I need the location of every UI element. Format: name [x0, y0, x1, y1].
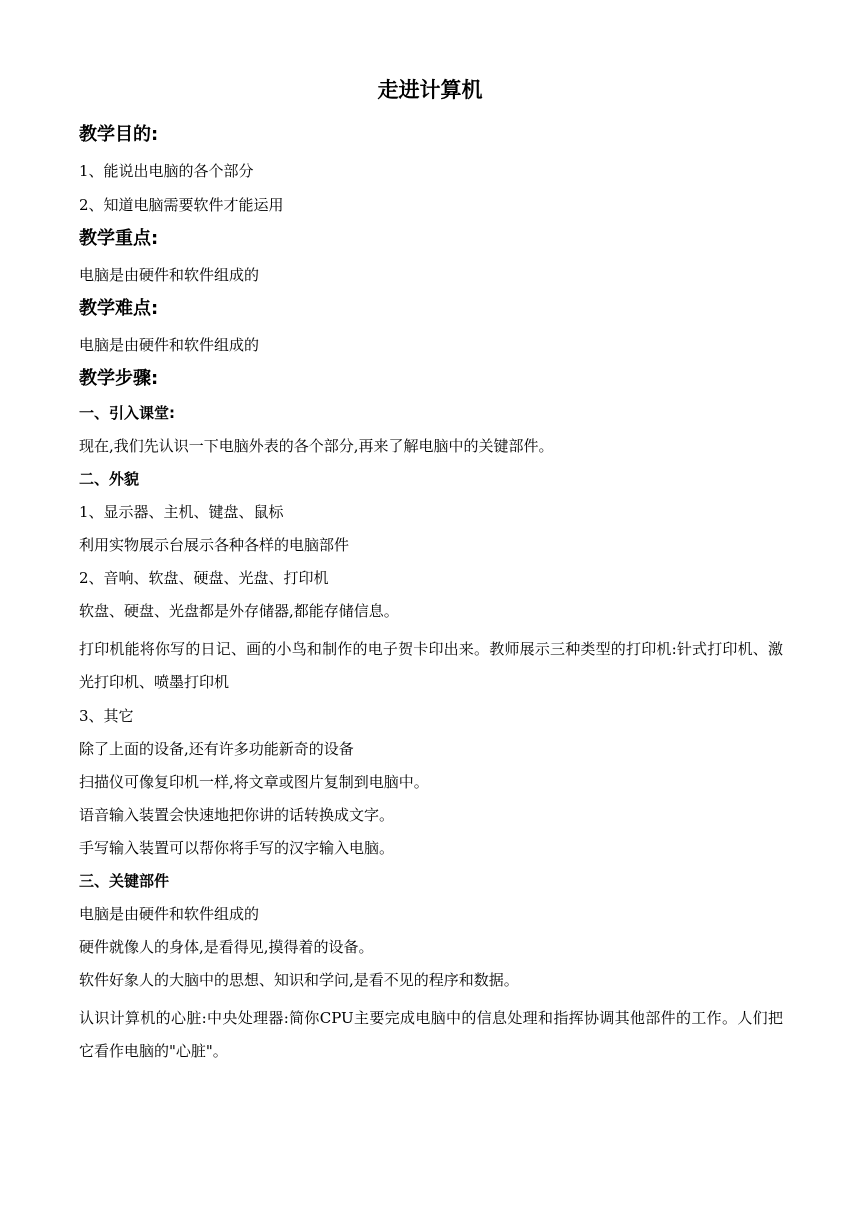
objective-item-1: 1、能说出电脑的各个部分 — [79, 162, 254, 180]
appearance-line-6: 3、其它 — [79, 707, 134, 725]
intro-text: 现在,我们先认识一下电脑外表的各个部分,再来了解电脑中的关键部件。 — [79, 437, 554, 455]
document-title: 走进计算机 — [377, 78, 483, 102]
objective-item-2: 2、知道电脑需要软件才能运用 — [79, 196, 284, 214]
key-components-line-2: 硬件就像人的身体,是看得见,摸得着的设备。 — [79, 938, 374, 956]
difficulties-heading: 教学难点: — [79, 298, 159, 319]
intro-heading: 一、引入课堂: — [79, 404, 175, 422]
appearance-line-8: 扫描仪可像复印机一样,将文章或图片复制到电脑中。 — [79, 773, 429, 791]
appearance-line-1: 1、显示器、主机、键盘、鼠标 — [79, 503, 284, 521]
key-components-line-3: 软件好象人的大脑中的思想、知识和学问,是看不见的程序和数据。 — [79, 971, 519, 989]
objectives-heading: 教学目的: — [79, 124, 159, 145]
appearance-line-3: 2、音响、软盘、硬盘、光盘、打印机 — [79, 569, 329, 587]
appearance-line-2: 利用实物展示台展示各种各样的电脑部件 — [79, 536, 350, 554]
document-body — [79, 118, 783, 1068]
appearance-line-9: 语音输入装置会快速地把你讲的话转换成文字。 — [79, 806, 395, 824]
appearance-line-5: 打印机能将你写的日记、画的小鸟和制作的电子贺卡印出来。教师展示三种类型的打印机:针式打印机、激光打印机、喷墨打印机 — [79, 640, 783, 691]
appearance-line-4: 软盘、硬盘、光盘都是外存储器,都能存储信息。 — [79, 602, 399, 620]
key-points-text: 电脑是由硬件和软件组成的 — [79, 266, 260, 284]
appearance-heading: 二、外貌 — [79, 470, 140, 488]
steps-heading: 教学步骤: — [79, 368, 159, 389]
appearance-line-10: 手写输入装置可以帮你将手写的汉字输入电脑。 — [79, 839, 395, 857]
difficulties-text: 电脑是由硬件和软件组成的 — [79, 336, 260, 354]
appearance-line-7: 除了上面的设备,还有许多功能新奇的设备 — [79, 740, 354, 758]
key-components-line-4: 认识计算机的心脏:中央处理器:简你CPU主要完成电脑中的信息处理和指挥协调其他部件的工作。人们把它看作电脑的"心脏"。 — [79, 1009, 783, 1060]
key-points-heading: 教学重点: — [79, 228, 159, 249]
key-components-line-1: 电脑是由硬件和软件组成的 — [79, 905, 260, 923]
key-components-heading: 三、关键部件 — [79, 872, 170, 890]
